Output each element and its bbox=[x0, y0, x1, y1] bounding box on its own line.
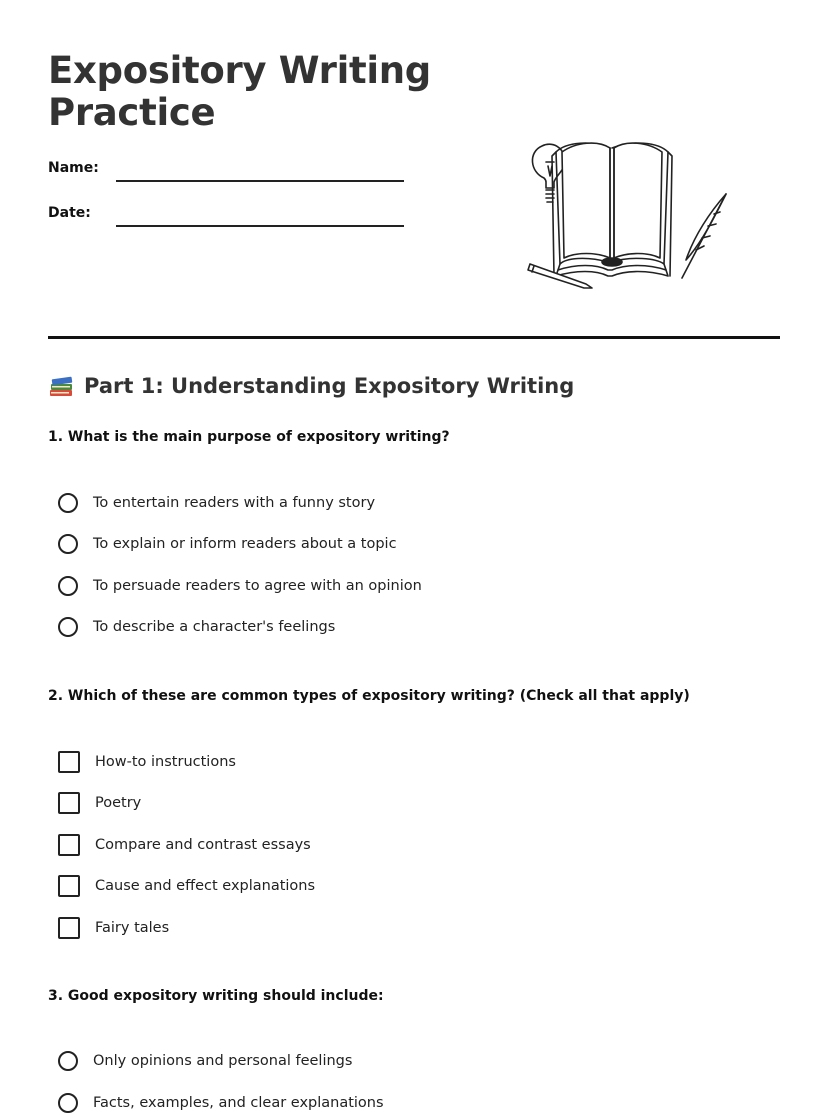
q2-option-2[interactable] bbox=[58, 791, 141, 815]
option-label: To persuade readers to agree with an opinion bbox=[93, 578, 422, 594]
checkbox[interactable] bbox=[58, 917, 80, 939]
part1-title-text: Part 1: Understanding Expository Writing bbox=[84, 374, 575, 398]
q2-option-3[interactable] bbox=[58, 833, 311, 857]
q2-option-5[interactable] bbox=[58, 916, 169, 940]
open-book-lightbulb-quill-pencil-icon bbox=[526, 128, 772, 294]
radio-button[interactable] bbox=[58, 493, 78, 513]
date-field-row bbox=[48, 203, 408, 227]
radio-button[interactable] bbox=[58, 1051, 78, 1071]
checkbox[interactable] bbox=[58, 792, 80, 814]
header-divider bbox=[48, 336, 780, 339]
date-label: Date: bbox=[48, 205, 91, 221]
q1-option-1[interactable] bbox=[58, 491, 375, 515]
books-emoji-icon bbox=[48, 374, 74, 398]
q1-option-3[interactable] bbox=[58, 574, 422, 598]
radio-button[interactable] bbox=[58, 1093, 78, 1113]
title-line-1: Expository Writing bbox=[48, 49, 431, 92]
checkbox[interactable] bbox=[58, 751, 80, 773]
option-label: Cause and effect explanations bbox=[95, 878, 316, 894]
question-2: 2. Which of these are common types of expository writing? (Check all that apply) bbox=[48, 688, 690, 704]
radio-button[interactable] bbox=[58, 576, 78, 596]
q1-option-4[interactable] bbox=[58, 615, 335, 639]
option-label: To describe a character's feelings bbox=[93, 619, 336, 635]
question-3: 3. Good expository writing should include: bbox=[48, 988, 384, 1004]
q3-option-1[interactable] bbox=[58, 1049, 352, 1073]
option-label: Compare and contrast essays bbox=[95, 837, 311, 853]
option-label: How-to instructions bbox=[95, 754, 236, 770]
q2-option-4[interactable] bbox=[58, 874, 315, 898]
option-label: To explain or inform readers about a topic bbox=[93, 536, 397, 552]
option-label: Fairy tales bbox=[95, 920, 170, 936]
question-1: 1. What is the main purpose of expository writing? bbox=[48, 429, 450, 445]
option-label: Facts, examples, and clear explanations bbox=[93, 1095, 384, 1111]
page-title bbox=[48, 50, 468, 134]
radio-button[interactable] bbox=[58, 617, 78, 637]
option-label: Poetry bbox=[95, 795, 142, 811]
title-line-2: Practice bbox=[48, 91, 216, 134]
q1-option-2[interactable] bbox=[58, 532, 397, 556]
name-field[interactable] bbox=[116, 180, 404, 182]
q2-option-1[interactable] bbox=[58, 750, 236, 774]
checkbox[interactable] bbox=[58, 875, 80, 897]
name-field-row bbox=[48, 158, 408, 182]
option-label: To entertain readers with a funny story bbox=[93, 495, 376, 511]
checkbox[interactable] bbox=[58, 834, 80, 856]
option-label: Only opinions and personal feelings bbox=[93, 1053, 353, 1069]
date-field[interactable] bbox=[116, 225, 404, 227]
part1-title bbox=[48, 374, 574, 398]
radio-button[interactable] bbox=[58, 534, 78, 554]
q3-option-2[interactable] bbox=[58, 1091, 384, 1115]
name-label: Name: bbox=[48, 160, 99, 176]
